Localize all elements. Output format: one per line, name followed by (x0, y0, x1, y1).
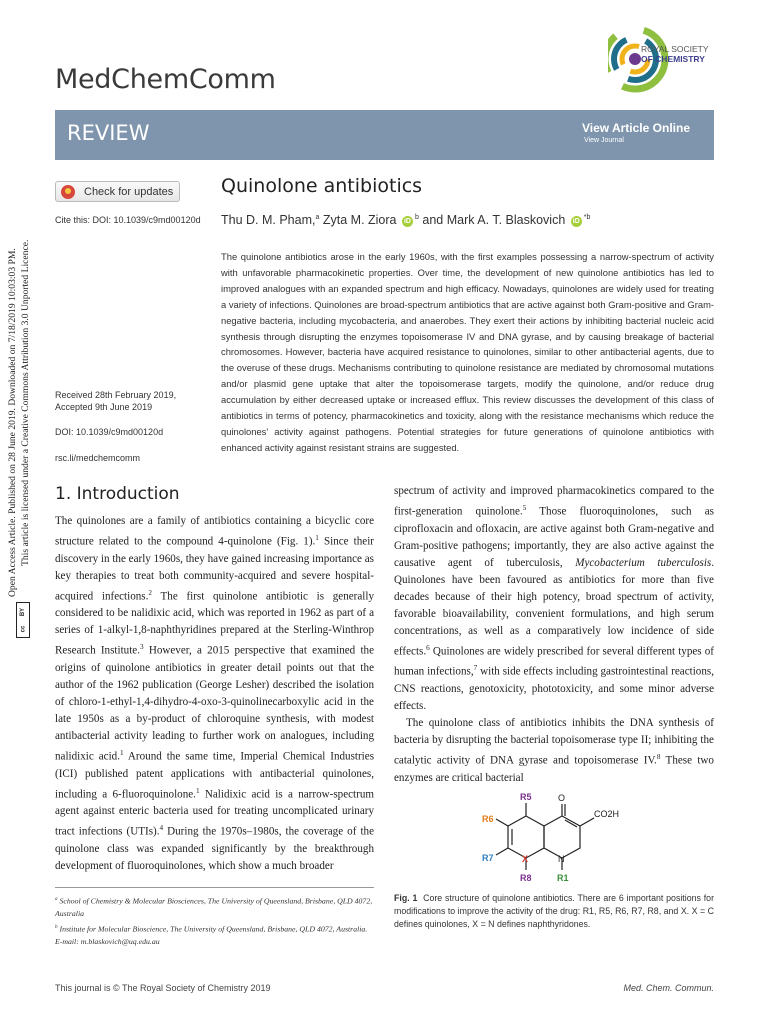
figure-caption (394, 892, 714, 931)
n-label: N (558, 854, 565, 864)
quinolone-structure-figure (394, 786, 714, 886)
author-1[interactable]: Thu D. M. Pham, (221, 213, 316, 227)
received-dates (55, 389, 176, 413)
affiliation-a: $^a$ School of Chemistry & Molecular Biosciences, The University of Queensland, Brisbane, QLD 4072, Australia (55, 896, 373, 919)
cc-by-license-icon[interactable] (16, 602, 30, 638)
publisher-line1: ROYAL SOCIETY (641, 44, 709, 54)
author-2-affiliation: b (414, 213, 419, 221)
r7-label: R7 (482, 853, 494, 863)
article-type-banner (55, 110, 714, 160)
affiliation-b-text: Institute for Molecular Bioscience, The University of Queensland, Brisbane, QLD 4072, Australia. E-mail: m.blaskovich@uq.edu.au (55, 924, 368, 946)
cite-line: Cite this: DOI: 10.1039/c9md00120d (55, 215, 201, 225)
author-1-affiliation: a (315, 213, 320, 221)
intro-paragraph: spectrum of activity and improved pharmacokinetics compared to the first-generation quinolone.$^5$ Those fluoroquinolones, such as ciprofloxacin and ofloxacin, are active against both Gram-negative and Gram-positive pathogens; importantly, they are also active against the causative agent of tuberculosis, Mycobacterium tuberculosis. Quinolones have been favoured as antibiotics for more than five decades because of their high potency, broad spectrum of activity, favorable bioavailability, convenient formulations, and high serum concentrations, as well as a comparatively low incidence of side effects.$^6$ Quinolones are widely prescribed for several different types of human infections,$^7$ with side effects including gastrointestinal reactions, CNS reactions, genotoxicity, phototoxicity, and some minor adverse effects. (394, 485, 714, 713)
r5-label: R5 (520, 792, 532, 802)
accepted-date: Accepted 9th June 2019 (55, 402, 153, 412)
author-2[interactable]: Zyta M. Ziora (322, 213, 397, 227)
article-title: Quinolone antibiotics (221, 175, 423, 197)
intro-paragraph: The quinolone class of antibiotics inhibits the DNA synthesis of bacteria by disrupting the bacterial topoisomerase type II; inhibiting the catalytic activity of DNA gyrase and topoisomerase IV.$^8$ These two enzymes are critical bacterial (394, 717, 714, 784)
publisher-name (641, 44, 709, 64)
affiliations (55, 893, 374, 948)
view-article-online-link[interactable]: View Article Online (581, 121, 690, 135)
affiliation-b: $^b$ Institute for Molecular Bioscience, The University of Queensland, Brisbane, QLD 4072, Australia. E-mail: m.blaskovich@uq.edu.au (55, 923, 368, 946)
journal-title: MedChemComm (55, 64, 276, 95)
figure-caption-text: Core structure of quinolone antibiotics. There are 6 important positions for modifications to improve the activity of the drug: R1, R5, R6, R7, R8, and X. X = C defines quinolones, X = N defines naphthyridones. (394, 893, 714, 929)
journal-site-link[interactable]: rsc.li/medchemcomm (55, 453, 141, 463)
publisher-line2: OF CHEMISTRY (641, 54, 705, 64)
view-journal-link[interactable]: View Journal (584, 137, 624, 144)
check-updates-icon (61, 185, 75, 199)
oxygen-label: O (558, 793, 566, 803)
orcid-icon[interactable]: iD (403, 218, 411, 225)
intro-column-left (55, 513, 374, 875)
check-updates-label: Check for updates (84, 185, 174, 198)
copyright-footer: This journal is © The Royal Society of Chemistry 2019 (55, 983, 271, 993)
figure-caption-label: Fig. 1 (394, 893, 418, 903)
author-3[interactable]: and Mark A. T. Blaskovich (422, 213, 566, 227)
carboxyl-label: CO2H (594, 809, 620, 819)
author-list (221, 213, 590, 227)
received-date: Received 28th February 2019, (55, 390, 177, 400)
r8-label: R8 (520, 873, 532, 883)
author-3-affiliation: *b (583, 213, 591, 221)
licence-notice[interactable]: This article is licensed under a Creative Commons Attribution 3.0 Unported Licence. (20, 239, 31, 566)
cc-text: cc (20, 625, 26, 632)
check-for-updates-button[interactable] (55, 181, 180, 202)
x-label: X (522, 854, 529, 864)
orcid-icon[interactable]: iD (572, 218, 580, 225)
doi[interactable]: DOI: 10.1039/c9md00120d (55, 427, 164, 437)
article-type: REVIEW (67, 121, 150, 145)
intro-paragraph: The quinolones are a family of antibiotics containing a bicyclic core structure related to the compound 4-quinolone (Fig. 1).$^1$ Since their discovery in the early 1960s, they have gained increasing importance as key therapies to treat both community-acquired and severe hospital-acquired infections.$^2$ The first quinolone antibiotic is generally considered to be nalidixic acid, which was reported in 1962 as part of a series of 1-alkyl-1,8-naphthyridines prepared at the Sterling-Winthrop Research Institute.$^3$ However, a 2015 perspective that examined the origins of quinolone antibiotics in greater detail points out that the author of the 1962 publication (George Lesher) described the isolation of chloro-1-ethyl-1,4-dihydro-4-oxo-3-quinolinecarboxylic acid in the late 1950s as a by-product of chloroquine synthesis, with modest antibacterial activity leading to further work on analogues, including nalidixic acid.$^1$ Around the same time, Imperial Chemical Industries (ICI) published patent applications with antibacterial quinolones, including a 6-fluoroquinolone.$^1$ Nalidixic acid is a narrow-spectrum agent against enteric bacteria used for treating uncomplicated urinary tract infections (UTIs).$^4$ During the 1970s–1980s, the coverage of the quinolone class was expanded significantly by the breakthrough development of fluoroquinolones, which show a much broader (55, 515, 375, 873)
journal-abbrev-footer: Med. Chem. Commun. (623, 983, 714, 993)
cc-by-text: BY (20, 607, 26, 616)
intro-column-right (394, 483, 714, 787)
section-heading: 1. Introduction (55, 484, 180, 504)
r1-label: R1 (557, 873, 569, 883)
r6-label: R6 (482, 814, 494, 824)
footnote-divider (55, 887, 374, 888)
open-access-notice: Open Access Article. Published on 28 June 2019. Downloaded on 7/18/2019 10:03:03 PM. (7, 248, 18, 597)
affiliation-a-text: School of Chemistry & Molecular Biosciences, The University of Queensland, Brisbane, QLD 4072, Australia (55, 896, 373, 919)
abstract: The quinolone antibiotics arose in the early 1960s, with the first examples possessing a narrow-spectrum of activity with unfavorable pharmacokinetic properties. Over time, the development of new quinolone antibiotics has led to improved analogues with an expanded spectrum and high efficacy. Nowadays, quinolones are widely used for treating a variety of infections. Quinolones are broad-spectrum antibiotics that are active against both Gram-positive and Gram-negative bacteria, including mycobacteria, and anaerobes. They exert their actions by inhibiting bacterial nucleic acid synthesis through disrupting the enzymes topoisomerase IV and DNA gyrase, and by causing breakage of bacterial chromosomes. However, bacteria have acquired resistance to quinolones, similar to other antibacterial agents, due to the overuse of these drugs. Mechanisms contributing to quinolone resistance are mediated by chromosomal mutations and/or plasmid gene uptake that alter the topoisomerase targets, modify the quinolone, and/or reduce drug accumulation by either decreased uptake or increased efflux. This review discusses the development of this class of antibiotics in terms of potency, pharmacokinetics and toxicity, along with the resistance mechanisms which reduce the quinolones' activity against pathogens. Potential strategies for future generations of quinolone antibiotics with enhanced activity against resistant strains are suggested. (221, 251, 714, 453)
